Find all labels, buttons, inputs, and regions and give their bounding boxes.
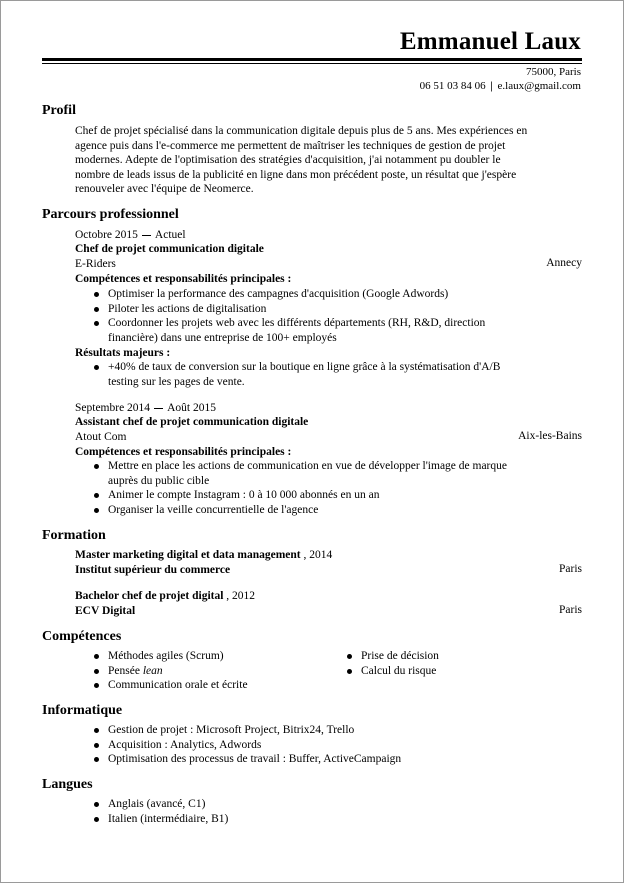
informatique-list <box>75 723 575 767</box>
formation-degree-line <box>75 548 582 562</box>
header-rule-thick <box>42 58 582 61</box>
header-rule-thin <box>42 63 582 64</box>
list-item: Pensée lean <box>75 664 335 679</box>
job-results-list <box>75 360 565 389</box>
section-title-formation: Formation <box>42 528 106 543</box>
section-title-competences: Compétences <box>42 629 122 644</box>
list-item: Mettre en place les actions de communication en vue de développer l'image de marque auprès du public cible <box>75 459 565 488</box>
formation-degree-line <box>75 589 582 603</box>
formation-school: ECV Digital <box>75 605 136 617</box>
contact-line <box>420 80 581 92</box>
list-item: Calcul du risque <box>328 664 568 679</box>
job-city: Annecy <box>546 257 582 269</box>
section-title-experience: Parcours professionnel <box>42 207 179 222</box>
job-dates <box>75 228 582 242</box>
section-title-informatique: Informatique <box>42 703 123 718</box>
list-item: Optimisation des processus de travail : Buffer, ActiveCampaign <box>75 752 575 767</box>
competences-list-left <box>75 649 335 693</box>
formation-degree: Master marketing digital et data management <box>75 549 301 561</box>
job-company: Atout Com <box>75 431 127 443</box>
job-date-end: Actuel <box>154 229 186 241</box>
list-item: Organiser la veille concurrentielle de l'agence <box>75 503 565 518</box>
section-title-profil: Profil <box>42 103 76 118</box>
profil-line: nombre de leads issus de la publicité en ligne dans mon précédent poste, un résultat que j'espère <box>75 168 517 181</box>
formation-year: , 2014 <box>303 549 333 561</box>
list-item: Coordonner les projets web avec les différents départements (RH, R&D, direction financière) dans une entreprise de 100+ employés <box>75 316 545 345</box>
date-dash <box>154 408 163 410</box>
job-date-end: Août 2015 <box>167 402 216 414</box>
job-position: Assistant chef de projet communication digitale <box>75 416 309 428</box>
phone: 06 51 03 84 06 <box>419 80 486 92</box>
list-item: Anglais (avancé, C1) <box>75 797 475 812</box>
formation-city: Paris <box>559 563 582 575</box>
contact-separator: | <box>490 80 493 92</box>
email: e.laux@gmail.com <box>497 80 581 92</box>
job-position: Chef de projet communication digitale <box>75 243 264 255</box>
date-dash <box>142 235 151 237</box>
competences-list-right <box>328 649 568 678</box>
profil-line: Chef de projet spécialisé dans la communication digitale depuis plus de 5 ans. Mes expériences en <box>75 125 528 137</box>
location: 75000, Paris <box>526 66 581 78</box>
profil-line: renouveler avec l'équipe de Neomerce. <box>75 183 254 196</box>
job-resp-list <box>75 287 545 345</box>
formation-degree: Bachelor chef de projet digital <box>75 590 224 602</box>
list-item: Gestion de projet : Microsoft Project, Bitrix24, Trello <box>75 723 575 738</box>
list-item: Optimiser la performance des campagnes d'acquisition (Google Adwords) <box>75 287 545 302</box>
job-city: Aix-les-Bains <box>518 430 582 442</box>
list-item: Italien (intermédiaire, B1) <box>75 812 475 827</box>
list-item: Acquisition : Analytics, Adwords <box>75 738 575 753</box>
job-results-title: Résultats majeurs : <box>75 347 171 359</box>
formation-year: , 2012 <box>226 590 256 602</box>
list-item: Méthodes agiles (Scrum) <box>75 649 335 664</box>
job-resp-title: Compétences et responsabilités principales : <box>75 446 292 458</box>
list-item: Communication orale et écrite <box>75 678 335 693</box>
job-company: E-Riders <box>75 258 116 270</box>
formation-school: Institut supérieur du commerce <box>75 564 231 576</box>
list-item: +40% de taux de conversion sur la boutique en ligne grâce à la systématisation d'A/B testing sur les pages de vente. <box>75 360 565 389</box>
profil-text <box>75 124 585 197</box>
list-item: Prise de décision <box>328 649 568 664</box>
lean-italic: lean <box>142 664 163 677</box>
section-title-langues: Langues <box>42 777 93 792</box>
list-item: Piloter les actions de digitalisation <box>75 302 545 317</box>
job-date-start: Septembre 2014 <box>75 402 151 414</box>
list-item: Animer le compte Instagram : 0 à 10 000 abonnés en un an <box>75 488 565 503</box>
profil-line: modernes. Adepte de l'optimisation des stratégies d'acquisition, j'ai notamment pu doubler le <box>75 154 501 167</box>
candidate-name: Emmanuel Laux <box>399 28 581 55</box>
job-resp-list <box>75 459 565 517</box>
job-date-start: Octobre 2015 <box>75 229 138 241</box>
job-resp-title: Compétences et responsabilités principales : <box>75 273 292 285</box>
profil-line: agence puis dans l'e-commerce me permettent de maîtriser les techniques de gestion de projet <box>75 139 506 152</box>
job-dates <box>75 401 582 415</box>
formation-city: Paris <box>559 604 582 616</box>
langues-list <box>75 797 475 826</box>
